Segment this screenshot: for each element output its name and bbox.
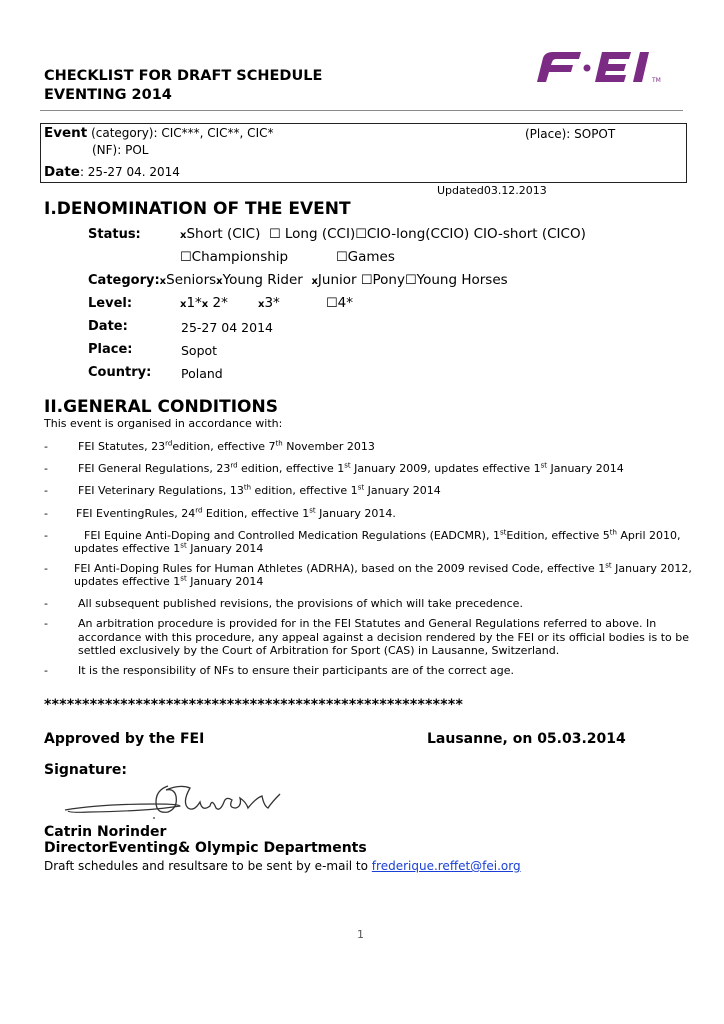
email-note-text: Draft schedules and resultsare to be sent by e-mail to <box>44 859 372 873</box>
status-long: Long (CCI) <box>284 226 356 242</box>
email-note <box>44 859 521 873</box>
level-4: 4* <box>337 295 353 311</box>
list-item-cont: updates effective 1st January 2014 <box>74 541 264 555</box>
list-item: FEI General Regulations, 23rd edition, effective 1st January 2009, updates effective 1st January 2014 <box>78 461 624 475</box>
status-short-mark: x <box>180 230 187 241</box>
checkbox-icon: ☐ <box>355 227 367 242</box>
level-mark: x <box>201 299 209 310</box>
signatory-name: Catrin Norinder <box>44 824 167 840</box>
level-3-wrap <box>258 295 280 311</box>
event-date-label: Date <box>44 164 80 180</box>
status-games: Games <box>347 249 395 265</box>
signatory-title: DirectorEventing& Olympic Departments <box>44 840 367 856</box>
signature-image <box>60 778 290 830</box>
status-options <box>180 226 586 242</box>
status-short: Short (CIC) <box>186 226 261 242</box>
list-item: FEI Equine Anti-Doping and Controlled Medication Regulations (EADCMR), 1stEdition, effective 5th April 2010, <box>84 528 681 542</box>
list-item: FEI Statutes, 23rdedition, effective 7th November 2013 <box>78 439 375 453</box>
approved-by: Approved by the FEI <box>44 731 205 747</box>
category-mark: x <box>216 276 223 287</box>
place-label: Place: <box>88 342 133 357</box>
title-line-2: EVENTING 2014 <box>44 87 172 103</box>
level-1: 1* <box>186 295 202 311</box>
status-championship: Championship <box>191 249 289 265</box>
list-item: It is the responsibility of NFs to ensure their participants are of the correct age. <box>78 664 515 677</box>
list-item: An arbitration procedure is provided for in the FEI Statutes and General Regulations referred to above. In accordance with this procedure, any appeal against a decision rendered by the FEI or its official bodies is to be settled exclusively by the Court of Arbitration for Sport (CAS) in Lausanne, Switzerland. <box>78 617 689 657</box>
email-link[interactable]: frederique.reffet@fei.org <box>371 859 521 873</box>
level-label: Level: <box>88 296 133 311</box>
level-mark: x <box>180 299 187 310</box>
category-label: Category: <box>88 273 160 288</box>
level-3: 3* <box>264 295 280 311</box>
checkbox-icon: ☐ <box>268 227 281 242</box>
section-2-intro: This event is organised in accordance with: <box>44 417 283 430</box>
list-dash: - <box>44 562 48 575</box>
event-nf: (NF): POL <box>92 143 149 157</box>
section-1-title: I.DENOMINATION OF THE EVENT <box>44 199 351 219</box>
approval-place-date: Lausanne, on 05.03.2014 <box>427 731 626 747</box>
event-place: (Place): SOPOT <box>525 127 616 141</box>
checkbox-icon: ☐ <box>336 250 348 265</box>
category-young-rider: Young Rider <box>222 272 303 288</box>
list-dash: - <box>44 597 48 610</box>
list-dash: - <box>44 440 48 453</box>
document-title <box>44 67 322 105</box>
category-pony: Pony <box>372 272 405 288</box>
checkbox-icon: ☐ <box>180 250 192 265</box>
signature-label: Signature: <box>44 762 127 778</box>
list-item: FEI Veterinary Regulations, 13th edition, effective 1st January 2014 <box>78 483 441 497</box>
place-value: Sopot <box>181 343 218 358</box>
level-mark: x <box>258 299 265 310</box>
section-2-title: II.GENERAL CONDITIONS <box>44 397 278 417</box>
event-category: (category): CIC***, CIC**, CIC* <box>91 126 274 140</box>
date-value: 25-27 04 2014 <box>181 320 273 335</box>
checkbox-icon: ☐ <box>404 273 417 288</box>
list-item: FEI Anti-Doping Rules for Human Athletes (ADRHA), based on the 2009 revised Code, effective 1st January 2012, <box>74 561 692 575</box>
category-seniors: Seniors <box>166 272 217 288</box>
status-options-2 <box>180 249 288 265</box>
status-games-wrap <box>336 249 395 265</box>
separator-stars: ******************************************************* <box>44 697 464 713</box>
level-options <box>180 295 228 311</box>
list-dash: - <box>44 507 48 520</box>
list-dash: - <box>44 529 48 542</box>
list-item: FEI EventingRules, 24rd Edition, effective 1st January 2014. <box>76 506 396 520</box>
list-item-cont: updates effective 1st January 2014 <box>74 574 264 588</box>
status-cio: CIO-long(CCIO) CIO-short (CICO) <box>366 226 586 242</box>
country-value: Poland <box>181 366 223 381</box>
event-date-value: : 25-27 04. 2014 <box>79 165 180 179</box>
event-line <box>44 125 273 141</box>
list-dash: - <box>44 462 48 475</box>
fei-logo <box>531 44 671 90</box>
category-mark: x <box>159 276 167 287</box>
checkbox-icon: ☐ <box>360 273 373 288</box>
status-label: Status: <box>88 227 141 242</box>
level-4-wrap <box>326 295 353 311</box>
checkbox-icon: ☐ <box>326 296 338 311</box>
level-2: 2* <box>212 295 228 311</box>
list-item: All subsequent published revisions, the provisions of which will take precedence. <box>78 597 523 610</box>
event-date-line <box>44 164 180 180</box>
list-dash: - <box>44 664 48 677</box>
page-number: 1 <box>357 928 364 941</box>
event-label: Event <box>44 125 88 141</box>
list-dash: - <box>44 484 48 497</box>
category-line <box>88 272 508 288</box>
header-divider <box>40 110 683 111</box>
title-line-1: CHECKLIST FOR DRAFT SCHEDULE <box>44 68 323 84</box>
date-label: Date: <box>88 319 128 334</box>
category-mark: x <box>311 276 318 287</box>
updated-date: Updated03.12.2013 <box>437 184 547 197</box>
country-label: Country: <box>88 365 152 380</box>
category-young-horses: Young Horses <box>416 272 508 288</box>
category-junior: Junior <box>317 272 357 288</box>
svg-text:TM: TM <box>652 77 661 84</box>
list-dash: - <box>44 617 48 630</box>
